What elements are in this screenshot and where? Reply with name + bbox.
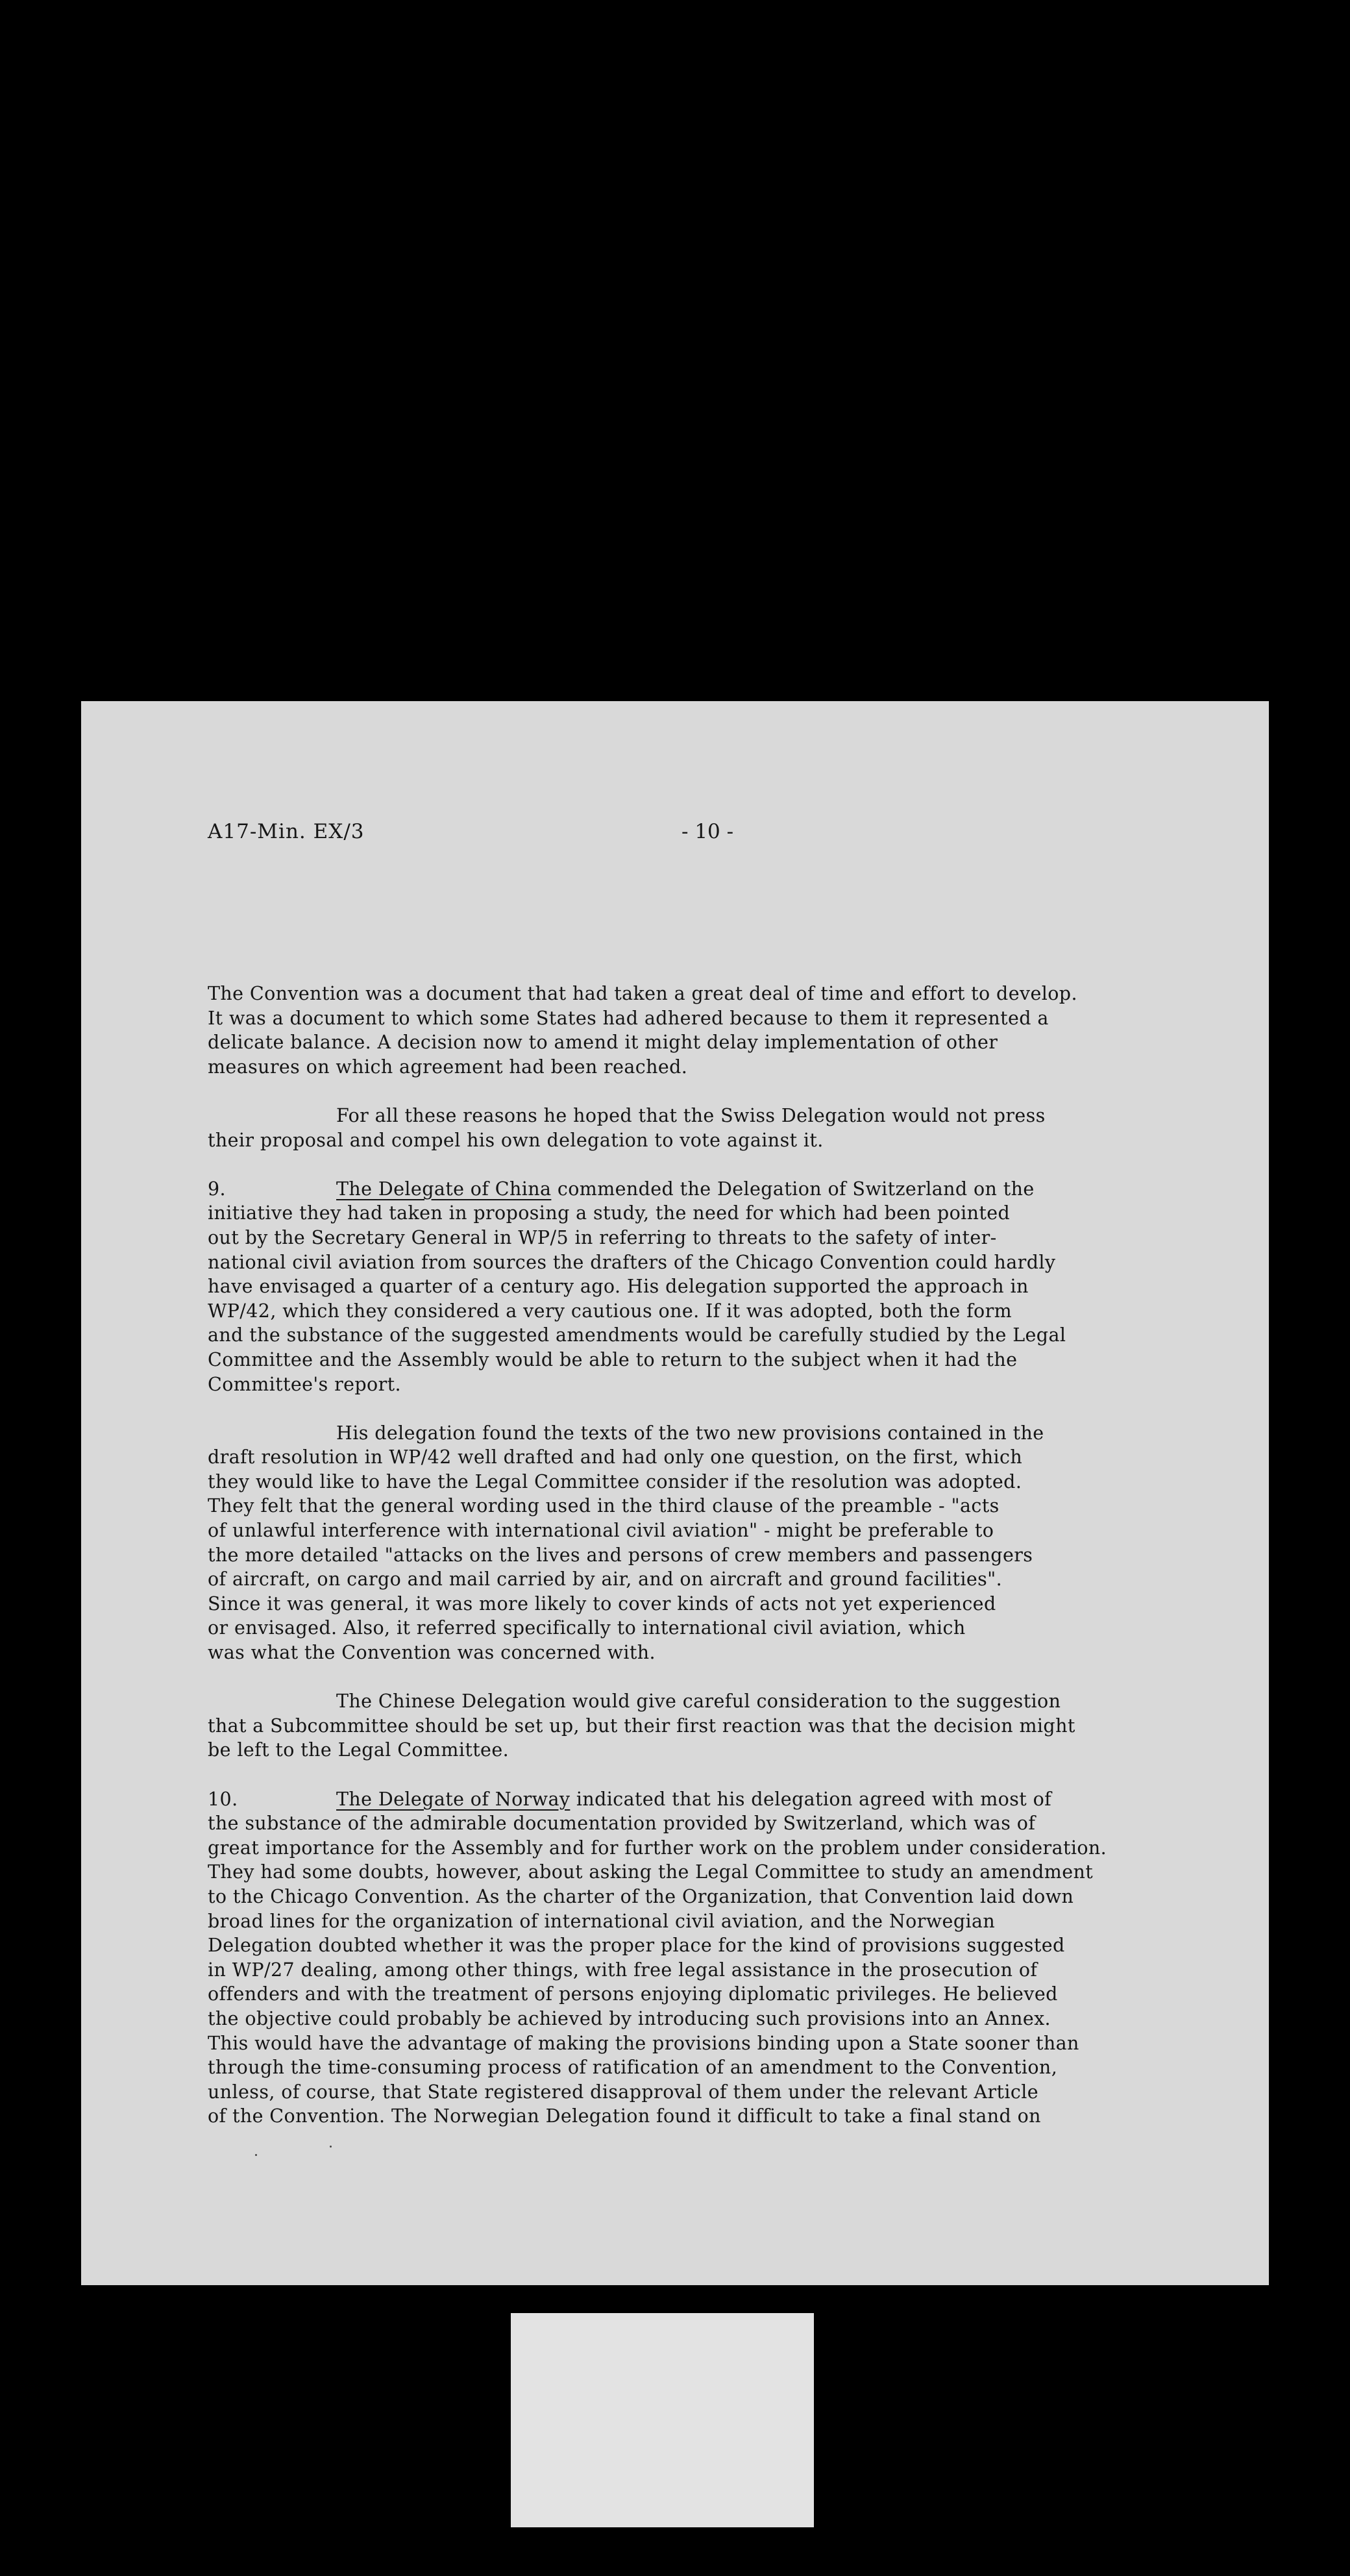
- text-line: out by the Secretary General in WP/5 in referring to threats to the safety of inter-: [208, 1226, 997, 1248]
- text-line: national civil aviation from sources the drafters of the Chicago Convention could hardly: [208, 1251, 1056, 1273]
- text-line: Since it was general, it was more likely to cover kinds of acts not yet experienced: [208, 1592, 996, 1615]
- numbered-paragraph: [208, 1787, 1233, 2129]
- text-line: measures on which agreement had been reached.: [208, 1056, 688, 1078]
- text-line: 9. The Delegate of China commended the Delegation of Switzerland on the: [208, 1177, 1233, 1202]
- text-line: draft resolution in WP/42 well drafted and had only one question, on the first, which: [208, 1446, 1023, 1468]
- text-line: was what the Convention was concerned with.: [208, 1642, 656, 1664]
- text-line: Delegation doubted whether it was the proper place for the kind of provisions suggested: [208, 1935, 1065, 1957]
- text-line: they would like to have the Legal Committee consider if the resolution was adopted.: [208, 1470, 1022, 1492]
- text-line: and the substance of the suggested amendments would be carefully studied by the Legal: [208, 1324, 1066, 1346]
- text-line: the objective could probably be achieved by introducing such provisions into an Annex.: [208, 2007, 1051, 2029]
- text-line: be left to the Legal Committee.: [208, 1739, 509, 1761]
- text-line: that a Subcommittee should be set up, but their first reaction was that the decision might: [208, 1715, 1075, 1737]
- document-reference: A17-Min. EX/3: [208, 820, 365, 843]
- text-line: of the Convention. The Norwegian Delegation found it difficult to take a final stand on: [208, 2105, 1041, 2127]
- text-line: of unlawful interference with international civil aviation" - might be preferable to: [208, 1520, 994, 1542]
- paragraph-number: 9.: [208, 1178, 226, 1200]
- text-line: Committee and the Assembly would be able to return to the subject when it had the: [208, 1348, 1018, 1370]
- text-line: This would have the advantage of making the provisions binding upon a State sooner than: [208, 2032, 1079, 2054]
- paragraph: [208, 982, 1233, 1079]
- paragraph: [208, 1104, 1233, 1152]
- paragraph-number: 10.: [208, 1788, 238, 1810]
- text-line: in WP/27 dealing, among other things, with free legal assistance in the prosecution of: [208, 1959, 1038, 1981]
- text-line: or envisaged. Also, it referred specifically to international civil aviation, which: [208, 1617, 966, 1639]
- scan-speck: [330, 2146, 332, 2148]
- speaker-name: The Delegate of Norway: [336, 1788, 571, 1810]
- text-line: their proposal and compel his own delegation to vote against it.: [208, 1129, 824, 1151]
- text-line: Committee's report.: [208, 1373, 401, 1395]
- text-line: It was a document to which some States had adhered because to them it represented a: [208, 1007, 1049, 1029]
- text-line: They felt that the general wording used in the third clause of the preamble - "acts: [208, 1495, 1000, 1517]
- paragraph: [208, 1689, 1233, 1763]
- text-line: offenders and with the treatment of persons enjoying diplomatic privileges. He believed: [208, 1983, 1058, 2005]
- text-line: the more detailed "attacks on the lives and persons of crew members and passengers: [208, 1544, 1033, 1566]
- numbered-paragraph: [208, 1177, 1233, 1396]
- blank-slip: [511, 2313, 814, 2527]
- text-line: WP/42, which they considered a very cautious one. If it was adopted, both the form: [208, 1300, 1012, 1322]
- paragraph: [208, 1421, 1233, 1665]
- text-line: unless, of course, that State registered disapproval of them under the relevant Article: [208, 2081, 1039, 2103]
- text-line: great importance for the Assembly and for further work on the problem under consideration.: [208, 1837, 1107, 1859]
- text-line: to the Chicago Convention. As the charter of the Organization, that Convention laid down: [208, 1885, 1074, 1907]
- speaker-name: The Delegate of China: [336, 1178, 552, 1200]
- text-line: through the time-consuming process of ratification of an amendment to the Convention,: [208, 2057, 1058, 2079]
- text-line: broad lines for the organization of international civil aviation, and the Norwegian: [208, 1910, 996, 1932]
- page-header: [208, 820, 740, 859]
- text-line: His delegation found the texts of the two new provisions contained in the: [336, 1422, 1044, 1444]
- text-line: The Chinese Delegation would give careful consideration to the suggestion: [336, 1690, 1061, 1713]
- text-line: of aircraft, on cargo and mail carried by air, and on aircraft and ground facilities".: [208, 1568, 1003, 1591]
- text-line: the substance of the admirable documentation provided by Switzerland, which was of: [208, 1813, 1036, 1835]
- page-number: - 10 -: [681, 820, 734, 843]
- text-line: initiative they had taken in proposing a study, the need for which had been pointed: [208, 1202, 1011, 1224]
- text-line: have envisaged a quarter of a century ago. His delegation supported the approach in: [208, 1276, 1029, 1298]
- text-line: 10. The Delegate of Norway indicated that his delegation agreed with most of: [208, 1787, 1233, 1812]
- text-line: delicate balance. A decision now to amend it might delay implementation of other: [208, 1032, 998, 1054]
- body-text: [208, 982, 1233, 2153]
- text-line: For all these reasons he hoped that the Swiss Delegation would not press: [336, 1104, 1046, 1126]
- scan-speck: [255, 2154, 257, 2156]
- text-line: They had some doubts, however, about asking the Legal Committee to study an amendment: [208, 1861, 1094, 1883]
- text-line: The Convention was a document that had taken a great deal of time and effort to develop.: [208, 983, 1077, 1004]
